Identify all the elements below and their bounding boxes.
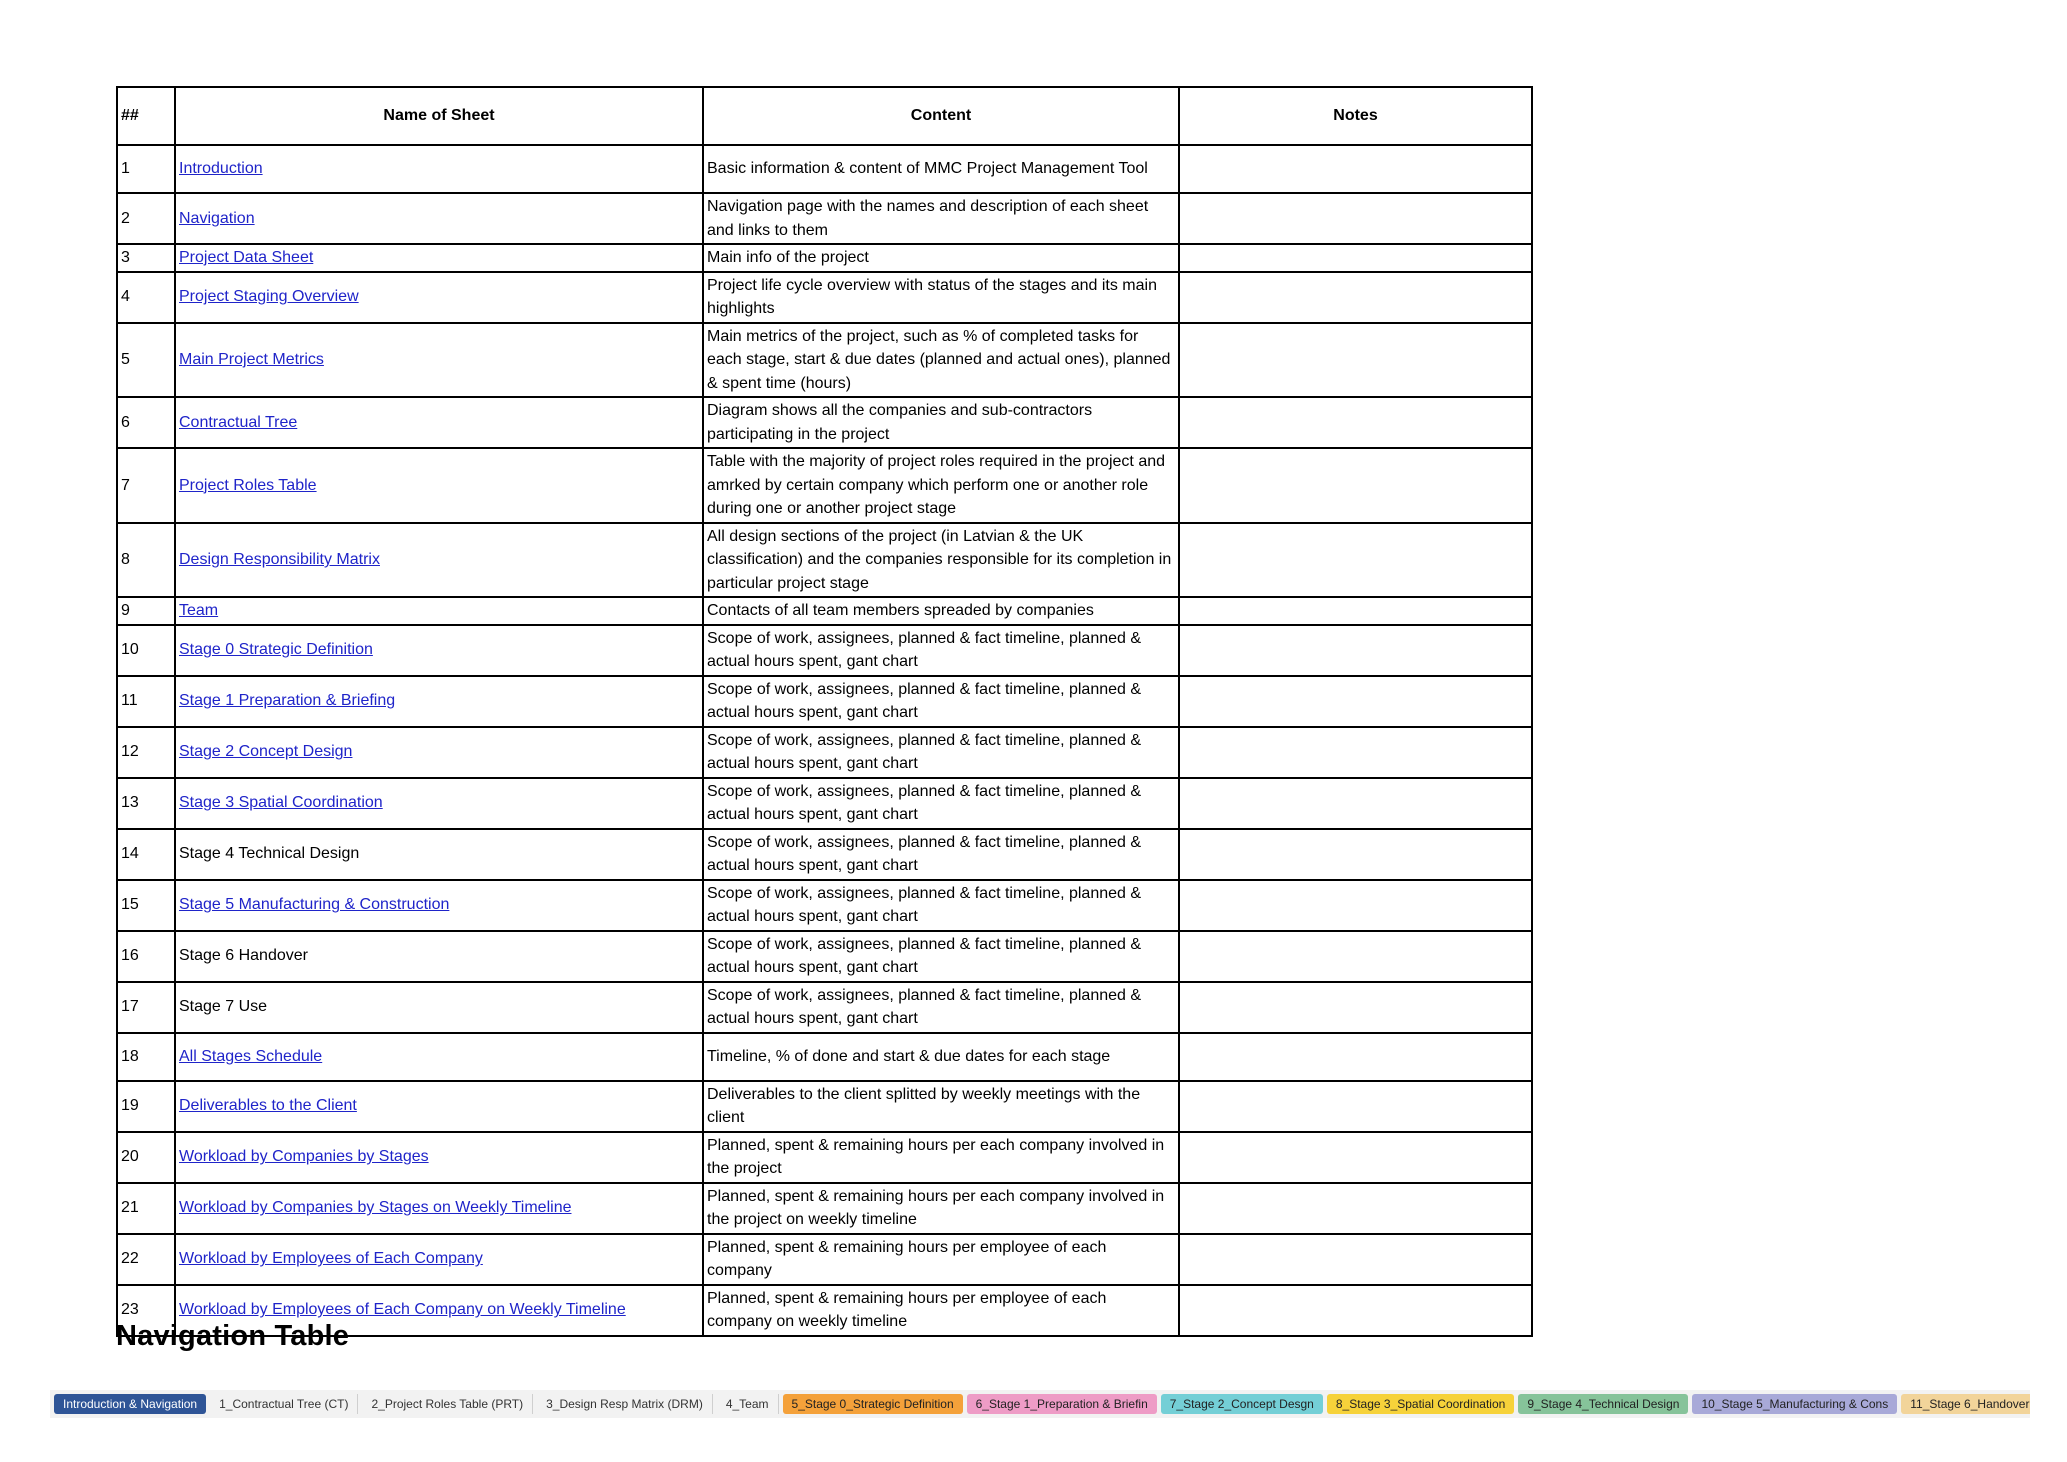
sheet-name-cell: [175, 1132, 703, 1183]
table-header-row: [117, 87, 1532, 145]
notes-cell[interactable]: [1179, 272, 1532, 323]
sheet-name-cell: [175, 880, 703, 931]
content-cell: Scope of work, assignees, planned & fact timeline, planned & actual hours spent, gant chart: [703, 982, 1179, 1033]
row-number: 4: [117, 272, 175, 323]
notes-cell[interactable]: [1179, 625, 1532, 676]
sheet-name-cell: [175, 272, 703, 323]
header-name-of-sheet: Name of Sheet: [175, 87, 703, 145]
row-number: 13: [117, 778, 175, 829]
content-cell: Planned, spent & remaining hours per employee of each company: [703, 1234, 1179, 1285]
table-row: [117, 880, 1532, 931]
sheet-tab[interactable]: 5_Stage 0_Strategic Definition: [783, 1394, 963, 1414]
sheet-name-text: Stage 4 Technical Design: [179, 845, 360, 863]
notes-cell[interactable]: [1179, 1132, 1532, 1183]
sheet-name-text: Stage 7 Use: [179, 998, 268, 1016]
notes-cell[interactable]: [1179, 1285, 1532, 1336]
notes-cell[interactable]: [1179, 931, 1532, 982]
navigation-table: [116, 86, 1533, 1337]
content-cell: Navigation page with the names and description of each sheet and links to them: [703, 193, 1179, 244]
sheet-link[interactable]: Stage 0 Strategic Definition: [179, 641, 373, 659]
notes-cell[interactable]: [1179, 778, 1532, 829]
notes-cell[interactable]: [1179, 244, 1532, 272]
row-number: 6: [117, 397, 175, 448]
content-cell: All design sections of the project (in Latvian & the UK classification) and the companies responsible for its completion in particular project stage: [703, 523, 1179, 598]
sheet-link[interactable]: Team: [179, 602, 219, 619]
sheet-name-cell: [175, 982, 703, 1033]
sheet-name-cell: [175, 523, 703, 598]
table-row: [117, 982, 1532, 1033]
table-row: [117, 272, 1532, 323]
table-row: [117, 727, 1532, 778]
table-row: [117, 323, 1532, 398]
row-number: 9: [117, 597, 175, 625]
sheet-link[interactable]: Workload by Employees of Each Company: [179, 1250, 483, 1268]
sheet-tab[interactable]: 6_Stage 1_Preparation & Briefin: [967, 1394, 1157, 1414]
sheet-tab[interactable]: 8_Stage 3_Spatial Coordination: [1327, 1394, 1514, 1414]
row-number: 10: [117, 625, 175, 676]
row-number: 8: [117, 523, 175, 598]
sheet-tab[interactable]: Introduction & Navigation: [54, 1394, 206, 1414]
table-row: [117, 193, 1532, 244]
notes-cell[interactable]: [1179, 397, 1532, 448]
sheet-link[interactable]: Workload by Employees of Each Company on Weekly Timeline: [179, 1301, 626, 1319]
row-number: 15: [117, 880, 175, 931]
sheet-link[interactable]: Stage 5 Manufacturing & Construction: [179, 896, 450, 914]
sheet-name-cell: [175, 778, 703, 829]
content-cell: Planned, spent & remaining hours per each company involved in the project: [703, 1132, 1179, 1183]
sheet-link[interactable]: Deliverables to the Client: [179, 1097, 357, 1115]
sheet-tab[interactable]: 2_Project Roles Table (PRT): [362, 1394, 533, 1414]
notes-cell[interactable]: [1179, 1033, 1532, 1081]
header-notes: Notes: [1179, 87, 1532, 145]
sheet-link[interactable]: Stage 1 Preparation & Briefing: [179, 692, 396, 710]
table-row: [117, 625, 1532, 676]
table-row: [117, 1183, 1532, 1234]
row-number: 23: [117, 1285, 175, 1336]
sheet-name-text: Stage 6 Handover: [179, 947, 308, 965]
header-content: Content: [703, 87, 1179, 145]
sheet-name-cell: [175, 145, 703, 193]
row-number: 1: [117, 145, 175, 193]
content-cell: Main info of the project: [703, 244, 1179, 272]
row-number: 12: [117, 727, 175, 778]
row-number: 16: [117, 931, 175, 982]
notes-cell[interactable]: [1179, 676, 1532, 727]
sheet-name-cell: [175, 244, 703, 272]
table-row: [117, 448, 1532, 523]
notes-cell[interactable]: [1179, 523, 1532, 598]
table-row: [117, 829, 1532, 880]
content-cell: Scope of work, assignees, planned & fact timeline, planned & actual hours spent, gant chart: [703, 931, 1179, 982]
sheet-link[interactable]: Project Staging Overview: [179, 288, 359, 306]
page-title: Navigation Table: [116, 1320, 350, 1352]
notes-cell[interactable]: [1179, 727, 1532, 778]
row-number: 18: [117, 1033, 175, 1081]
table-row: [117, 1132, 1532, 1183]
content-cell: Scope of work, assignees, planned & fact timeline, planned & actual hours spent, gant chart: [703, 676, 1179, 727]
sheet-name-cell: [175, 676, 703, 727]
sheet-tab[interactable]: 3_Design Resp Matrix (DRM): [537, 1394, 713, 1414]
sheet-link[interactable]: Main Project Metrics: [179, 351, 324, 368]
sheet-link[interactable]: Project Data Sheet: [179, 249, 314, 266]
notes-cell[interactable]: [1179, 1081, 1532, 1132]
content-cell: Basic information & content of MMC Project Management Tool: [703, 145, 1179, 193]
table-row: [117, 931, 1532, 982]
notes-cell[interactable]: [1179, 597, 1532, 625]
content-cell: Scope of work, assignees, planned & fact timeline, planned & actual hours spent, gant chart: [703, 625, 1179, 676]
row-number: 11: [117, 676, 175, 727]
content-cell: Table with the majority of project roles required in the project and amrked by certain company which perform one or another role during one or another project stage: [703, 448, 1179, 523]
header-number: ##: [117, 87, 175, 145]
table-row: [117, 597, 1532, 625]
notes-cell[interactable]: [1179, 829, 1532, 880]
row-number: 21: [117, 1183, 175, 1234]
content-cell: Diagram shows all the companies and sub-contractors participating in the project: [703, 397, 1179, 448]
content-cell: Contacts of all team members spreaded by companies: [703, 597, 1179, 625]
notes-cell[interactable]: [1179, 193, 1532, 244]
sheet-name-cell: [175, 597, 703, 625]
row-number: 14: [117, 829, 175, 880]
sheet-name-cell: [175, 1234, 703, 1285]
content-cell: Scope of work, assignees, planned & fact timeline, planned & actual hours spent, gant chart: [703, 880, 1179, 931]
sheet-link[interactable]: Workload by Companies by Stages: [179, 1148, 429, 1166]
sheet-link[interactable]: All Stages Schedule: [179, 1047, 323, 1065]
content-cell: Planned, spent & remaining hours per employee of each company on weekly timeline: [703, 1285, 1179, 1336]
table-row: [117, 244, 1532, 272]
table-row: [117, 1234, 1532, 1285]
table-row: [117, 1081, 1532, 1132]
row-number: 19: [117, 1081, 175, 1132]
sheet-link[interactable]: Design Responsibility Matrix: [179, 551, 380, 568]
sheet-link[interactable]: Workload by Companies by Stages on Weekly Timeline: [179, 1199, 572, 1217]
sheet-name-cell: [175, 625, 703, 676]
sheet-name-cell: [175, 1081, 703, 1132]
notes-cell[interactable]: [1179, 982, 1532, 1033]
notes-cell[interactable]: [1179, 323, 1532, 398]
sheet-name-cell: [175, 931, 703, 982]
sheet-link[interactable]: Contractual Tree: [179, 413, 298, 431]
row-number: 17: [117, 982, 175, 1033]
table-row: [117, 676, 1532, 727]
notes-cell[interactable]: [1179, 1234, 1532, 1285]
notes-cell[interactable]: [1179, 448, 1532, 523]
sheet-tab[interactable]: 7_Stage 2_Concept Desgn: [1161, 1394, 1323, 1414]
table-row: [117, 397, 1532, 448]
sheet-tab-bar: [50, 1390, 2030, 1418]
content-cell: Timeline, % of done and start & due dates for each stage: [703, 1033, 1179, 1081]
sheet-link[interactable]: Stage 2 Concept Design: [179, 743, 353, 761]
content-cell: Main metrics of the project, such as % of completed tasks for each stage, start & due dates (planned and actual ones), planned & spent time (hours): [703, 323, 1179, 398]
sheet-link[interactable]: Project Roles Table: [179, 476, 317, 494]
sheet-link[interactable]: Navigation: [179, 209, 255, 227]
sheet-name-cell: [175, 323, 703, 398]
row-number: 3: [117, 244, 175, 272]
sheet-link[interactable]: Stage 3 Spatial Coordination: [179, 794, 383, 812]
sheet-name-cell: [175, 1183, 703, 1234]
row-number: 22: [117, 1234, 175, 1285]
content-cell: Deliverables to the client splitted by weekly meetings with the client: [703, 1081, 1179, 1132]
content-cell: Planned, spent & remaining hours per each company involved in the project on weekly timeline: [703, 1183, 1179, 1234]
sheet-tab[interactable]: 11_Stage 6_Handover: [1901, 1394, 2030, 1414]
sheet-name-cell: [175, 829, 703, 880]
sheet-name-cell: [175, 448, 703, 523]
table-body: [117, 145, 1532, 1336]
table-row: [117, 778, 1532, 829]
sheet-name-cell: [175, 727, 703, 778]
content-cell: Scope of work, assignees, planned & fact timeline, planned & actual hours spent, gant chart: [703, 778, 1179, 829]
sheet-name-cell: [175, 193, 703, 244]
row-number: 7: [117, 448, 175, 523]
notes-cell[interactable]: [1179, 880, 1532, 931]
notes-cell[interactable]: [1179, 1183, 1532, 1234]
notes-cell[interactable]: [1179, 145, 1532, 193]
sheet-tab[interactable]: 1_Contractual Tree (CT): [210, 1394, 358, 1414]
row-number: 2: [117, 193, 175, 244]
row-number: 20: [117, 1132, 175, 1183]
sheet-name-cell: [175, 397, 703, 448]
sheet-tab[interactable]: 10_Stage 5_Manufacturing & Cons: [1692, 1394, 1897, 1414]
row-number: 5: [117, 323, 175, 398]
table-row: [117, 145, 1532, 193]
table-row: [117, 1033, 1532, 1081]
content-cell: Project life cycle overview with status of the stages and its main highlights: [703, 272, 1179, 323]
content-cell: Scope of work, assignees, planned & fact timeline, planned & actual hours spent, gant chart: [703, 829, 1179, 880]
table-row: [117, 523, 1532, 598]
content-cell: Scope of work, assignees, planned & fact timeline, planned & actual hours spent, gant chart: [703, 727, 1179, 778]
sheet-name-cell: [175, 1033, 703, 1081]
sheet-link[interactable]: Introduction: [179, 160, 263, 178]
sheet-tab[interactable]: 9_Stage 4_Technical Design: [1518, 1394, 1688, 1414]
sheet-tab[interactable]: 4_Team: [717, 1394, 779, 1414]
